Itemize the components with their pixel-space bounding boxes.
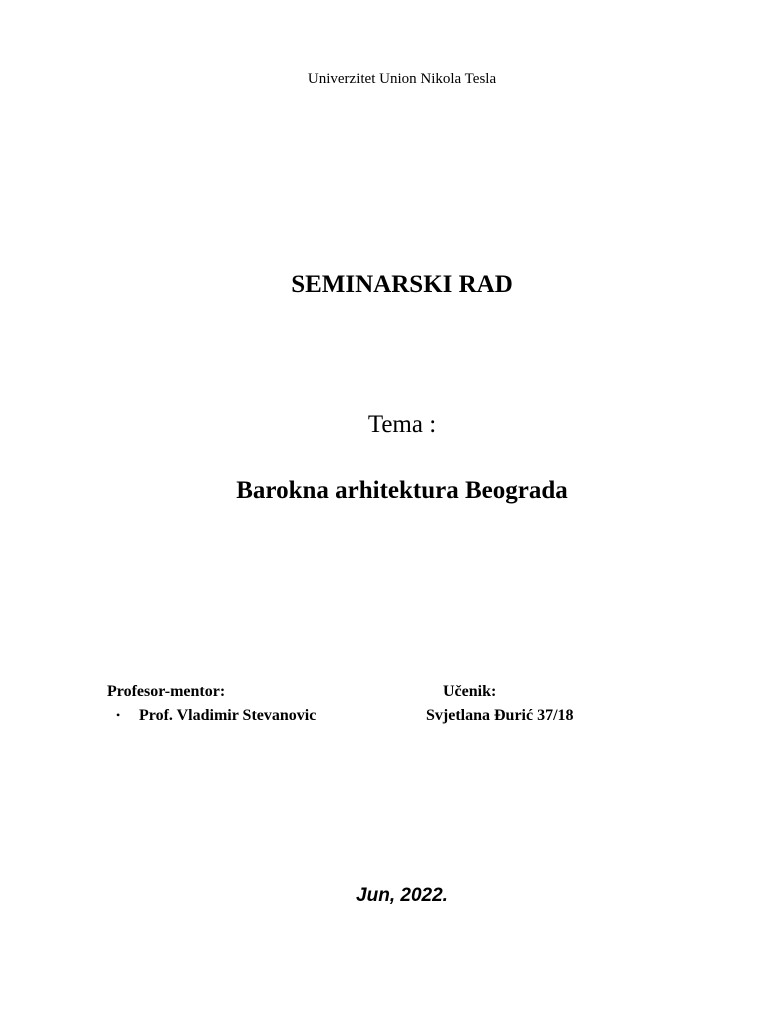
topic-label: Tema :: [367, 411, 437, 438]
mentor-name: Prof. Vladimir Stevanovic: [139, 707, 317, 724]
student-name: Svjetlana Đurić 37/18: [426, 707, 574, 724]
student-label: Učenik:: [443, 683, 497, 700]
university-name: Univerzitet Union Nikola Tesla: [307, 71, 497, 87]
topic-title: Barokna arhitektura Beograda: [236, 477, 568, 504]
bullet-icon: •: [116, 708, 121, 722]
document-type-heading: SEMINARSKI RAD: [291, 271, 513, 298]
document-date: Jun, 2022.: [356, 885, 448, 906]
mentor-label: Profesor-mentor:: [107, 683, 226, 700]
